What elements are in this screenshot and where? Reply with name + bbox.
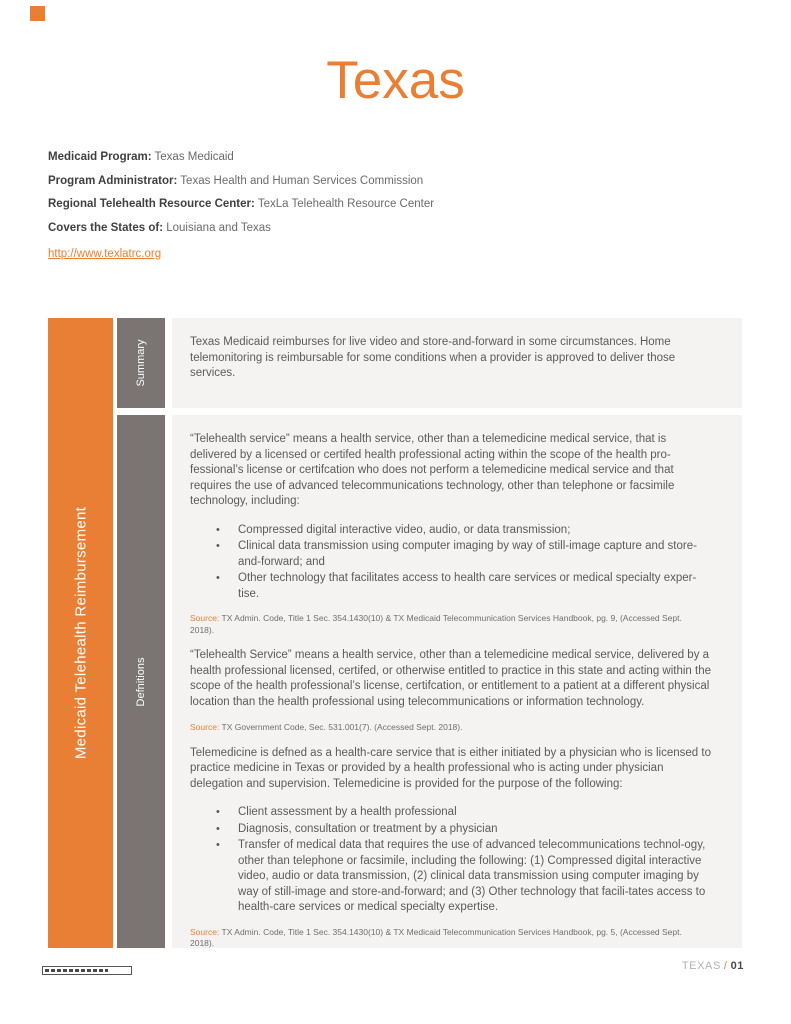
footer-separator: / bbox=[723, 960, 728, 972]
definitions-tab-label: Defnitions bbox=[135, 657, 147, 706]
meta-label: Covers the States of: bbox=[48, 221, 164, 234]
meta-value: Louisiana and Texas bbox=[166, 221, 271, 234]
meta-row-medicaid-program bbox=[48, 150, 434, 164]
source-label: Source: bbox=[190, 926, 220, 937]
meta-label: Medicaid Program: bbox=[48, 151, 152, 163]
telemedicine-purpose-list bbox=[190, 805, 714, 916]
bullet-item: • Compressed digital interactive video, audio, or data transmission; bbox=[190, 523, 714, 539]
footer-state-name: TEXAS bbox=[681, 960, 721, 972]
source-note-1 bbox=[190, 613, 688, 636]
meta-label: Program Administrator: bbox=[48, 174, 178, 187]
summary-tab-label: Summary bbox=[135, 339, 147, 387]
corner-square-mark bbox=[30, 6, 45, 21]
footer-page-indicator bbox=[682, 960, 744, 972]
website-link[interactable]: http://www.texlatrc.org bbox=[48, 248, 162, 260]
fine-print-microtext bbox=[45, 969, 108, 972]
meta-value: Texas Medicaid bbox=[154, 151, 234, 163]
bullet-item: • Transfer of medical data that requires the use of advanced telecommunications technol-ogy, other than telephone or facsimile, including the following: (1) Compressed digital interactive video, audio or data transmission, (2) clinical data transmission using computer imaging by way of still-image and store-and-forward; and (3) Other technology that facili-tates access to health-care services or medical specialty expertise. bbox=[190, 838, 714, 916]
meta-label: Regional Telehealth Resource Center: bbox=[48, 198, 255, 210]
page-title: Texas bbox=[326, 51, 465, 110]
source-note-2 bbox=[190, 722, 688, 734]
meta-value: TexLa Telehealth Resource Center bbox=[257, 198, 435, 210]
definition-paragraph-telemedicine: Telemedicine is defned as a health-care service that is either initiated by a physician who is licensed to practice medicine in Texas or provided by a health professional who is acting under physician delegation and supervision. Telemedicine is provided for the purpose of the following: bbox=[190, 746, 711, 790]
meta-row-resource-center bbox=[48, 197, 434, 211]
section-title-bar bbox=[48, 318, 113, 948]
bullet-item: • Client assessment by a health professional bbox=[190, 805, 714, 821]
footer-page-number: 01 bbox=[730, 960, 744, 972]
summary-row bbox=[117, 318, 742, 408]
definitions-row bbox=[117, 415, 742, 948]
source-label: Source: bbox=[190, 613, 220, 623]
meta-row-program-administrator bbox=[48, 174, 434, 188]
definitions-content bbox=[172, 415, 742, 948]
source-citation: TX Admin. Code, Title 1 Sec. 354.1430(10) & TX Medicaid Telecommunication Services Handbook, pg. 9, (Accessed Sept. 2018). bbox=[190, 613, 682, 635]
definition-paragraph-telehealth-service-2: “Telehealth Service” means a health service, other than a telemedicine medical service, delivered by a health professional licensed, certifed, or otherwise entitled to practice in this state and acting within the scope of the health professional’s license, certifcation, or entitlement to a patient at a different physical location than the health professional using telecommunications or information technology. bbox=[190, 649, 711, 708]
meta-value: Texas Health and Human Services Commission bbox=[180, 174, 424, 187]
bullet-item: • Diagnosis, consultation or treatment by a physician bbox=[190, 822, 714, 838]
section-title-vertical: Medicaid Telehealth Reimbursement bbox=[72, 506, 89, 760]
source-note-3 bbox=[190, 927, 688, 950]
source-citation: TX Admin. Code, Title 1 Sec. 354.1430(10) & TX Medicaid Telecommunication Services Handbook, pg. 5, (Accessed Sept. 2018). bbox=[190, 926, 682, 948]
fine-print-box bbox=[42, 966, 132, 975]
meta-block bbox=[48, 150, 434, 262]
definition-paragraph-telehealth-service: “Telehealth service” means a health service, other than a telemedicine medical service, that is delivered by a licensed or certifed health professional acting within the scope of the health pro-fessional’s license or certifcation who does not perform a telemedicine medical service and that requires the use of advanced telecommunications technology, other than telephone or facsimile technology, including: bbox=[190, 433, 675, 507]
reimbursement-section bbox=[48, 318, 742, 948]
source-label: Source: bbox=[190, 722, 220, 732]
definitions-tab bbox=[117, 415, 165, 948]
summary-text: Texas Medicaid reimburses for live video and store-and-forward in some circumstances. Home telemonitoring is reimbursable for some conditions when a provider is approved to deliver those services. bbox=[190, 336, 676, 379]
meta-row-covered-states bbox=[48, 221, 434, 235]
summary-tab bbox=[117, 318, 165, 408]
summary-content bbox=[172, 318, 742, 408]
bullet-item: • Clinical data transmission using computer imaging by way of still-image capture and store-and-forward; and bbox=[190, 539, 714, 570]
telehealth-technology-list bbox=[190, 523, 714, 603]
source-citation: TX Government Code, Sec. 531.001(7). (Accessed Sept. 2018). bbox=[221, 722, 463, 732]
bullet-item: • Other technology that facilitates access to health care services or medical specialty exper-tise. bbox=[190, 571, 714, 602]
